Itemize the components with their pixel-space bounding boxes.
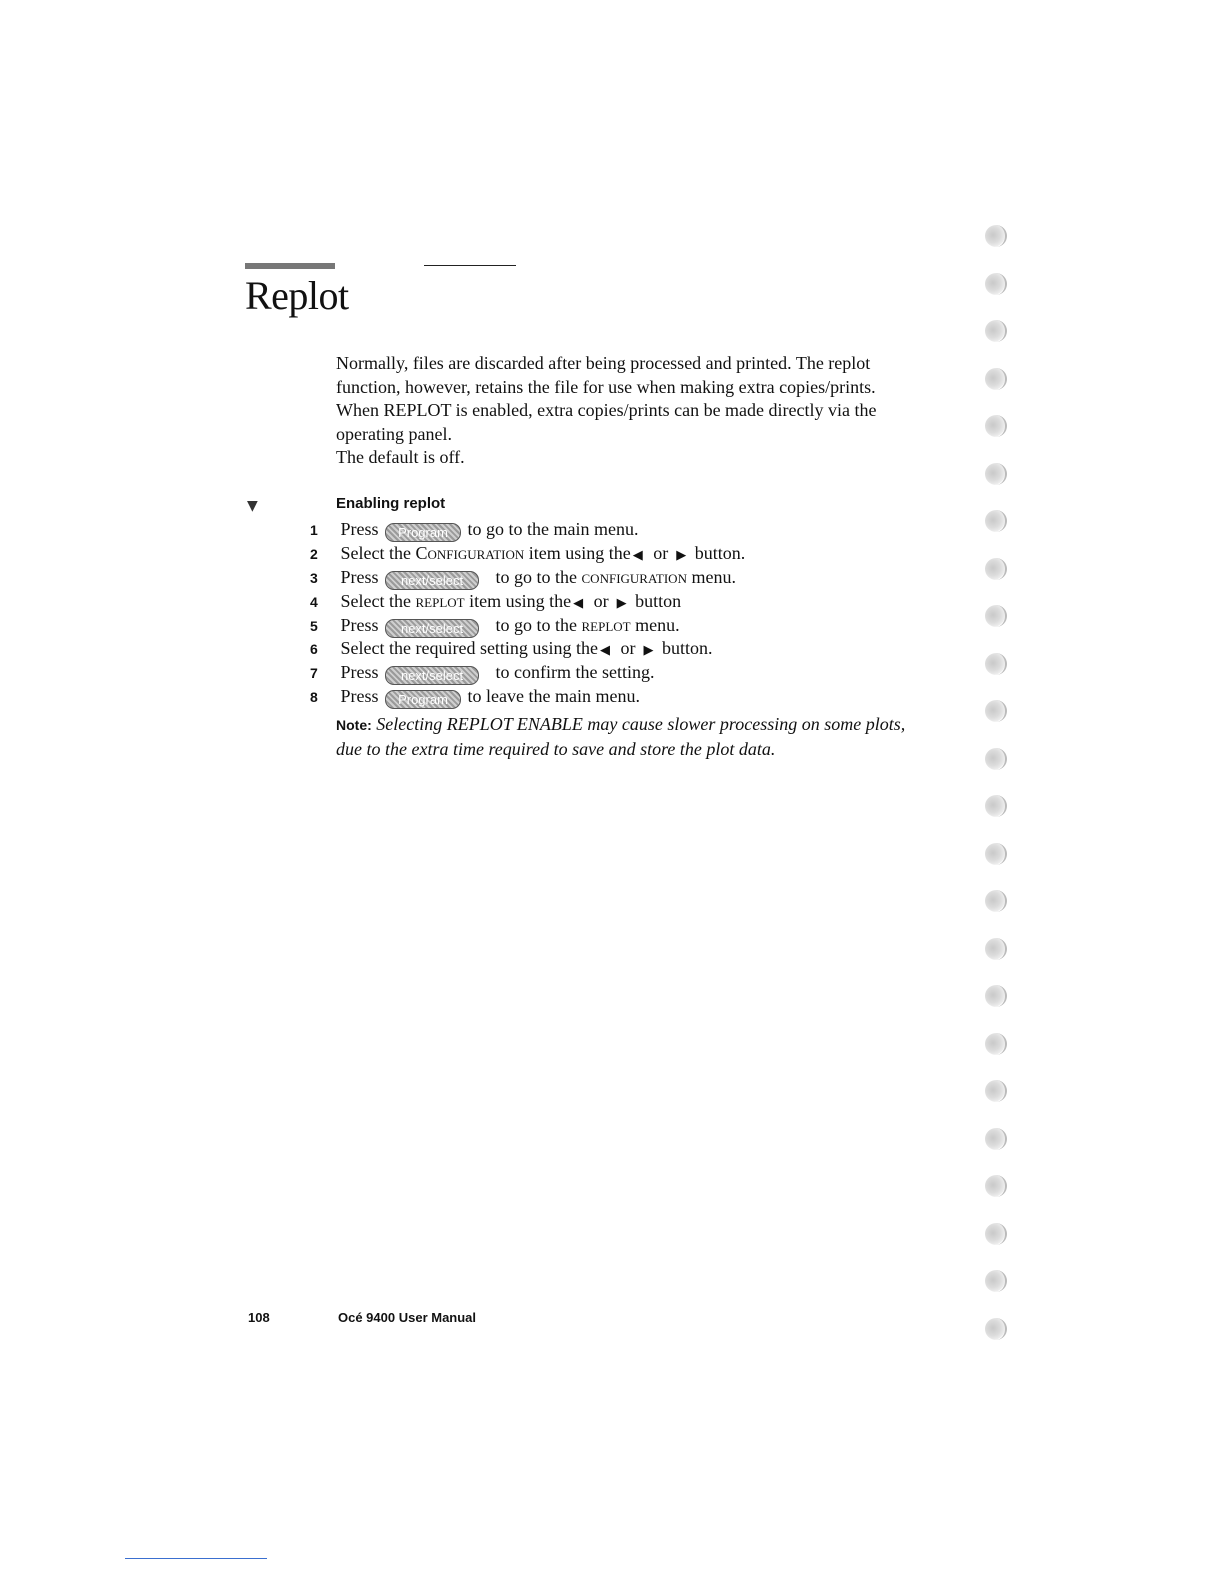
step-text: item using the	[469, 590, 572, 611]
step-text: Select the required setting using the	[340, 638, 598, 659]
bottom-edge-line	[125, 1558, 267, 1559]
binder-hole	[985, 938, 1007, 960]
right-arrow-icon: ▶	[676, 547, 687, 563]
left-arrow-icon: ◀	[599, 643, 610, 659]
steps-list	[310, 518, 745, 709]
step-number: 8	[310, 689, 318, 706]
note	[336, 712, 916, 761]
binder-hole	[985, 463, 1007, 485]
note-label: Note:	[336, 717, 372, 733]
step-text: menu.	[635, 614, 680, 635]
step-number: 4	[310, 593, 318, 610]
binder-hole	[985, 653, 1007, 675]
step-7	[310, 661, 745, 685]
header-rule-thin	[424, 265, 516, 266]
next-select-button[interactable]: next/select	[385, 619, 479, 638]
step-number: 7	[310, 665, 318, 682]
binder-hole	[985, 605, 1007, 627]
footer-manual-title: Océ 9400 User Manual	[338, 1310, 477, 1325]
step-5	[310, 614, 745, 638]
step-number: 5	[310, 617, 318, 634]
step-text: Press	[340, 566, 379, 587]
step-text: Select the	[340, 590, 411, 611]
step-4	[310, 590, 745, 614]
menu-item-term: configuration	[581, 566, 687, 587]
binder-hole	[985, 843, 1007, 865]
program-button[interactable]: Program	[385, 690, 461, 709]
page-number: 108	[248, 1310, 270, 1325]
step-1	[310, 518, 745, 542]
binder-hole	[985, 1318, 1007, 1340]
right-arrow-icon: ▶	[643, 643, 654, 659]
binder-hole	[985, 700, 1007, 722]
step-text: or	[620, 638, 636, 659]
step-number: 2	[310, 545, 318, 562]
binder-hole	[985, 510, 1007, 532]
step-text: button.	[694, 542, 746, 563]
step-text: or	[593, 590, 609, 611]
header-rule-thick	[245, 263, 335, 269]
step-text: Press	[340, 519, 379, 539]
left-arrow-icon: ◀	[573, 595, 584, 611]
step-6	[310, 637, 745, 661]
right-arrow-icon: ▶	[616, 595, 627, 611]
intro-default-note: The default is off.	[336, 447, 465, 467]
step-number: 1	[310, 522, 318, 538]
step-text: to go to the main menu.	[467, 519, 639, 539]
binder-hole	[985, 1033, 1007, 1055]
menu-item-term: replot	[415, 590, 465, 611]
step-text: Press	[340, 686, 379, 707]
binder-hole	[985, 1223, 1007, 1245]
next-select-button[interactable]: next/select	[385, 571, 479, 590]
section-heading: Enabling replot	[336, 495, 446, 512]
intro-paragraph: Normally, files are discarded after being processed and printed. The replot function, however, retains the file for use when making extra copies/prints. When REPLOT is enabled, extra copies/prints can be made directly via the operating panel.	[336, 353, 877, 444]
binder-hole	[985, 748, 1007, 770]
step-text: button.	[661, 638, 713, 659]
step-text: or	[653, 542, 669, 563]
step-number: 3	[310, 569, 318, 586]
step-text: menu.	[691, 566, 736, 587]
step-text: Press	[340, 614, 379, 635]
step-text: to confirm the setting.	[495, 662, 655, 683]
intro-text	[336, 352, 916, 470]
binder-hole	[985, 368, 1007, 390]
binder-hole	[985, 890, 1007, 912]
binder-hole	[985, 1128, 1007, 1150]
step-text: Press	[340, 662, 379, 683]
binder-hole	[985, 985, 1007, 1007]
step-text: to go to the	[495, 566, 578, 587]
binder-hole	[985, 225, 1007, 247]
page-title: Replot	[245, 273, 349, 318]
section-marker-icon: ▼	[247, 498, 258, 514]
binder-hole	[985, 320, 1007, 342]
step-text: Select the	[340, 542, 411, 563]
binder-hole	[985, 1080, 1007, 1102]
menu-item-term: replot	[581, 614, 631, 635]
binder-hole	[985, 558, 1007, 580]
note-text: Selecting REPLOT ENABLE may cause slower processing on some plots, due to the extra time required to save and store the plot data.	[336, 714, 906, 759]
menu-item-term: Configuration	[415, 542, 525, 563]
step-2	[310, 542, 745, 566]
next-select-button[interactable]: next/select	[385, 666, 479, 685]
binder-hole	[985, 1270, 1007, 1292]
binder-hole	[985, 415, 1007, 437]
binder-hole	[985, 795, 1007, 817]
step-text: to leave the main menu.	[467, 686, 640, 707]
program-button[interactable]: Program	[385, 523, 461, 542]
binder-hole	[985, 1175, 1007, 1197]
left-arrow-icon: ◀	[632, 547, 643, 563]
step-8	[310, 685, 745, 709]
step-text: item using the	[528, 542, 631, 563]
binder-hole	[985, 273, 1007, 295]
step-number: 6	[310, 641, 318, 658]
step-3	[310, 566, 745, 590]
step-text: button	[635, 590, 682, 611]
step-text: to go to the	[495, 614, 578, 635]
